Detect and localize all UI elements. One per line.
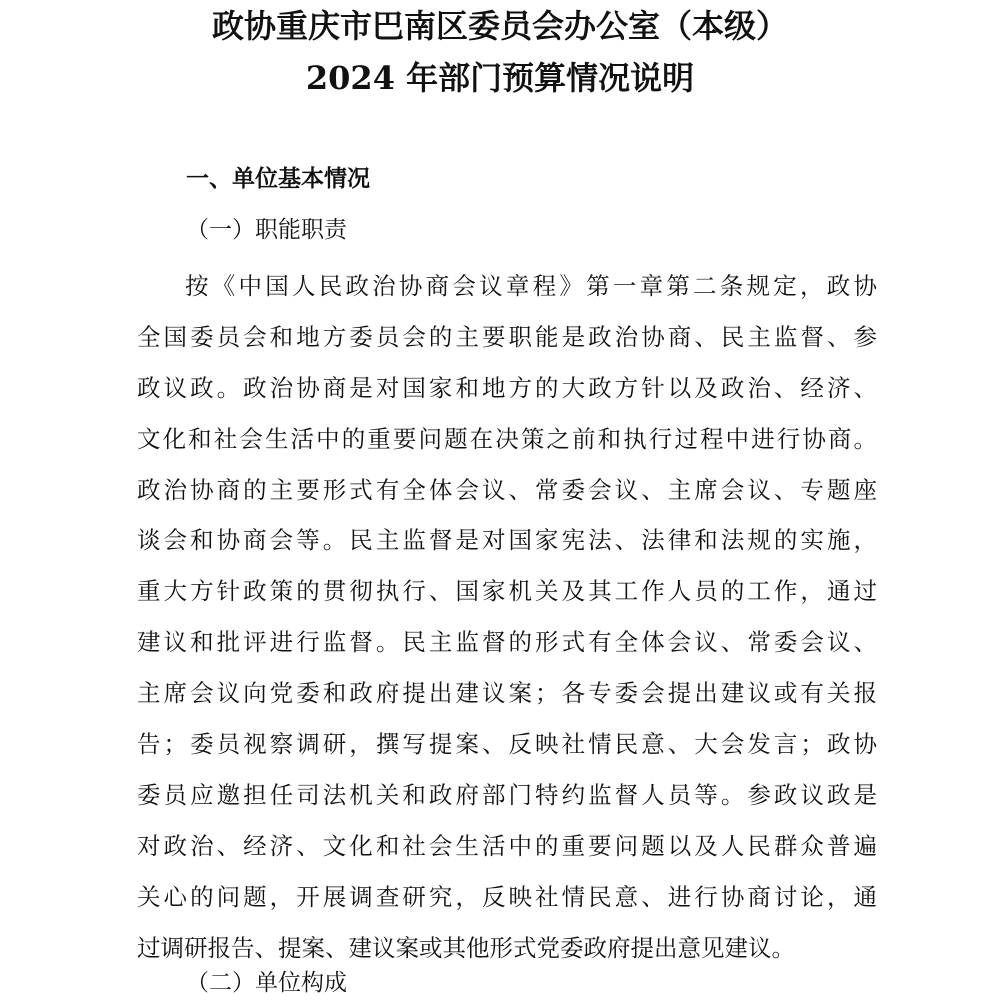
paragraph-line: 关心的问题，开展调查研究，反映社情民意、进行协商讨论，通 — [137, 882, 877, 911]
paragraph-line: 政议政。政治协商是对国家和地方的大政方针以及政治、经济、 — [137, 373, 877, 402]
paragraph-line: 过调研报告、提案、建议案或其他形式党委政府提出意见建议。 — [137, 933, 795, 962]
section-heading-basic-info: 一、单位基本情况 — [186, 166, 370, 192]
paragraph-line: 建议和批评进行监督。民主监督的形式有全体会议、常委会议、 — [137, 628, 877, 657]
paragraph-line: 文化和社会生活中的重要问题在决策之前和执行过程中进行协商。 — [137, 424, 877, 453]
paragraph-line: 主席会议向党委和政府提出建议案；各专委会提出建议或有关报 — [137, 679, 877, 708]
document-title-line-2: 2024 年部门预算情况说明 — [305, 59, 695, 97]
paragraph-line: 谈会和协商会等。民主监督是对国家宪法、法律和法规的实施， — [137, 526, 877, 555]
paragraph-line: 重大方针政策的贯彻执行、国家机关及其工作人员的工作，通过 — [137, 577, 877, 606]
paragraph-line: 全国委员会和地方委员会的主要职能是政治协商、民主监督、参 — [137, 322, 877, 351]
paragraph-line: 委员应邀担任司法机关和政府部门特约监督人员等。参政议政是 — [137, 780, 877, 809]
duties-paragraph — [137, 261, 877, 973]
document-title-line-1: 政协重庆市巴南区委员会办公室（本级） — [211, 7, 788, 45]
paragraph-line: 政治协商的主要形式有全体会议、常委会议、主席会议、专题座 — [137, 475, 877, 504]
subsection-heading-composition: （二）单位构成 — [186, 970, 347, 996]
subsection-heading-duties: （一）职能职责 — [186, 217, 347, 243]
paragraph-line: 对政治、经济、文化和社会生活中的重要问题以及人民群众普遍 — [137, 831, 877, 860]
paragraph-line: 按《中国人民政治协商会议章程》第一章第二条规定，政协 — [185, 272, 877, 300]
paragraph-line: 告；委员视察调研，撰写提案、反映社情民意、大会发言；政协 — [137, 730, 877, 759]
